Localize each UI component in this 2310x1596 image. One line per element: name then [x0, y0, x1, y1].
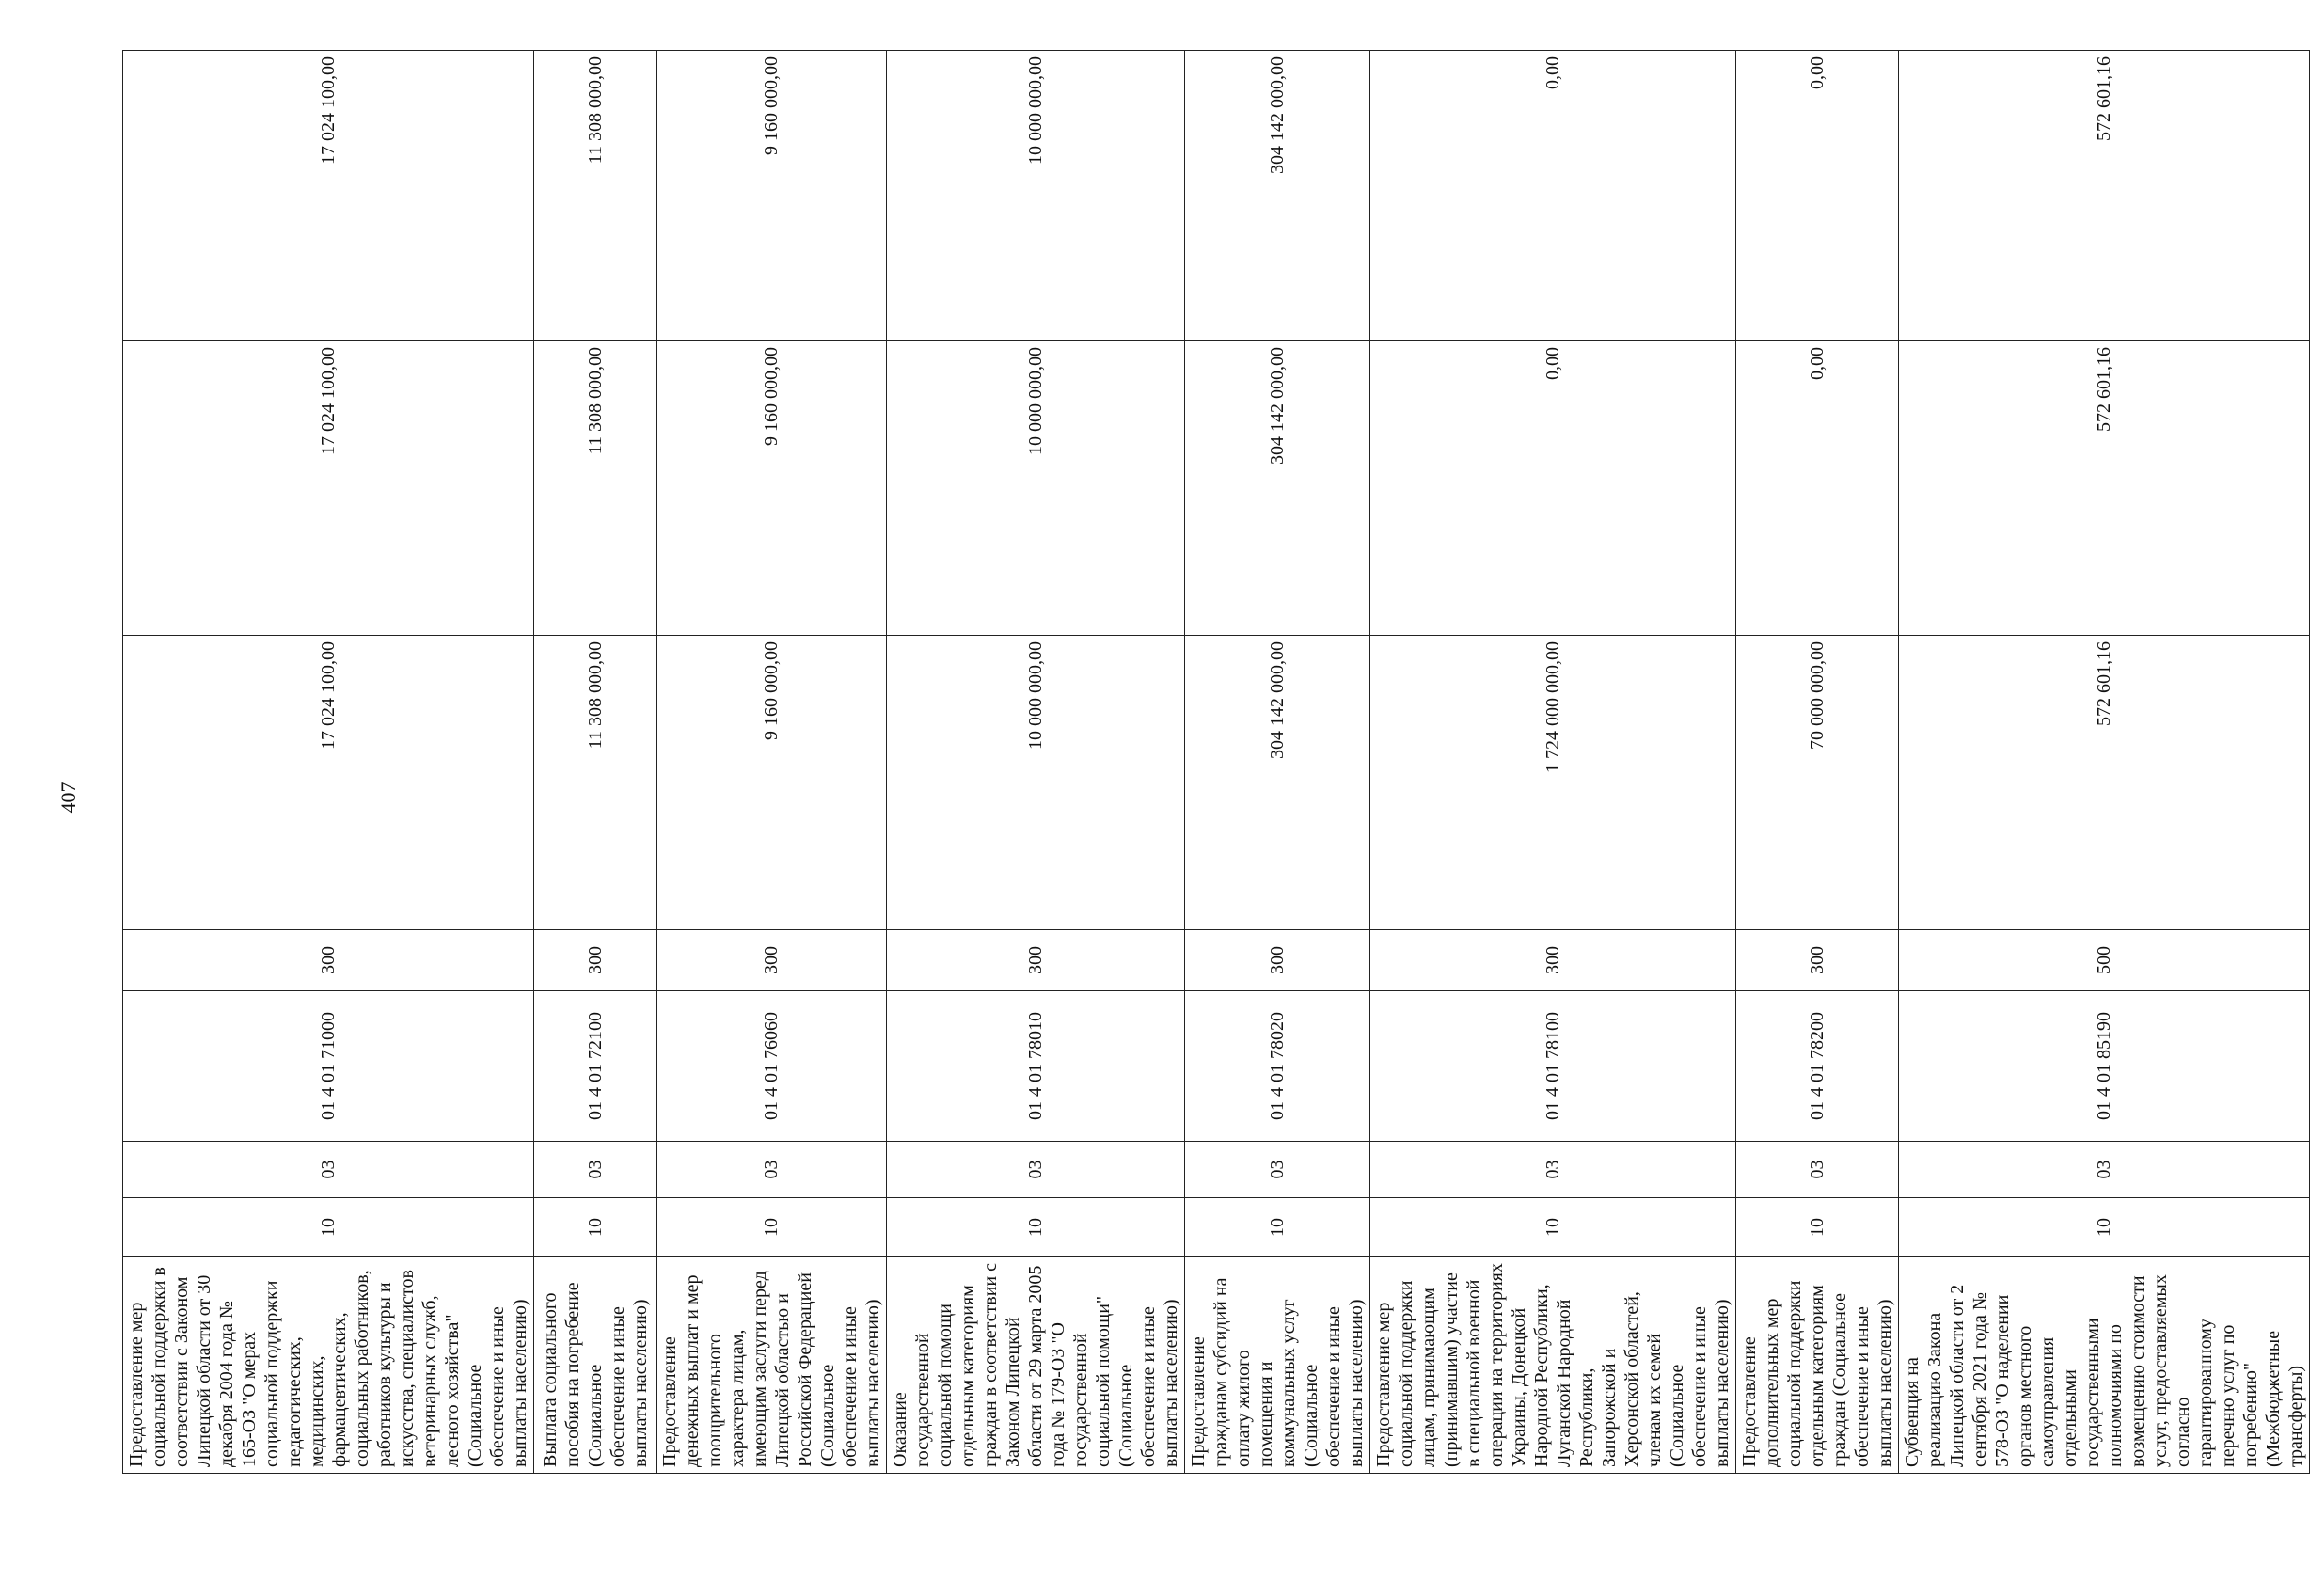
cell-target-article: 01 4 01 85190	[1899, 991, 2310, 1142]
cell-target-article: 01 4 01 78020	[1185, 991, 1370, 1142]
cell-amount-2: 9 160 000,00	[657, 341, 887, 636]
cell-description: Субвенция на реализацию Закона Липецкой области от 2 сентября 2021 года № 578-ОЗ "О наделении органов местного самоуправления отдельными государственными полномочиями по возмещению стоимости услуг, предоставляемых согласно гарантированному перечню услуг по погребению" (Межбюджетные трансферты)	[1899, 1257, 2310, 1474]
table-row	[1736, 51, 1899, 1474]
cell-amount-1: 11 308 000,00	[534, 636, 657, 930]
cell-amount-3: 0,00	[1736, 51, 1899, 341]
cell-description: Предоставление денежных выплат и мер поощрительного характера лицам, имеющим заслуги перед Липецкой областью и Российской Федерацией (Социальное обеспечение и иные выплаты населению)	[657, 1257, 887, 1474]
cell-description: Предоставление мер социальной поддержки лицам, принимающим (принимавшим) участие в специальной военной операции на территориях Украины, Донецкой Народной Республики, Луганской Народной Республики, Запорожской и Херсонской областей, членам их семей (Социальное обеспечение и иные выплаты населению)	[1370, 1257, 1736, 1474]
cell-amount-2: 572 601,16	[1899, 341, 2310, 636]
cell-amount-1: 9 160 000,00	[657, 636, 887, 930]
cell-amount-3: 10 000 000,00	[887, 51, 1185, 341]
cell-target-article: 01 4 01 71000	[123, 991, 534, 1142]
cell-target-article: 01 4 01 78200	[1736, 991, 1899, 1142]
cell-description: Выплата социального пособия на погребение (Социальное обеспечение и иные выплаты населению)	[534, 1257, 657, 1474]
cell-subsection: 03	[657, 1142, 887, 1198]
cell-amount-2: 17 024 100,00	[123, 341, 534, 636]
cell-section: 10	[1736, 1198, 1899, 1257]
cell-expense-type: 300	[887, 930, 1185, 991]
cell-expense-type: 300	[657, 930, 887, 991]
cell-target-article: 01 4 01 78100	[1370, 991, 1736, 1142]
cell-amount-3: 17 024 100,00	[123, 51, 534, 341]
cell-section: 10	[887, 1198, 1185, 1257]
cell-target-article: 01 4 01 76060	[657, 991, 887, 1142]
cell-amount-2: 0,00	[1370, 341, 1736, 636]
cell-amount-3: 11 308 000,00	[534, 51, 657, 341]
table-row	[887, 51, 1185, 1474]
budget-table	[122, 50, 2310, 1474]
cell-amount-2: 0,00	[1736, 341, 1899, 636]
cell-section: 10	[657, 1198, 887, 1257]
cell-subsection: 03	[1370, 1142, 1736, 1198]
cell-description: Предоставление дополнительных мер социальной поддержки отдельным категориям граждан (Социальное обеспечение и иные выплаты населению)	[1736, 1257, 1899, 1474]
table-row	[1899, 51, 2310, 1474]
cell-amount-1: 70 000 000,00	[1736, 636, 1899, 930]
cell-expense-type: 300	[1370, 930, 1736, 991]
table-row	[1185, 51, 1370, 1474]
table-row	[123, 51, 534, 1474]
cell-amount-1: 304 142 000,00	[1185, 636, 1370, 930]
cell-amount-3: 9 160 000,00	[657, 51, 887, 341]
cell-expense-type: 300	[1185, 930, 1370, 991]
cell-subsection: 03	[1736, 1142, 1899, 1198]
cell-description: Оказание государственной социальной помощи отдельным категориям граждан в соответствии с Законом Липецкой области от 29 марта 2005 года № 179-ОЗ "О государственной социальной помощи" (Социальное обеспечение и иные выплаты населению)	[887, 1257, 1185, 1474]
cell-amount-1: 17 024 100,00	[123, 636, 534, 930]
cell-amount-2: 304 142 000,00	[1185, 341, 1370, 636]
rotated-table-frame	[122, 51, 2306, 1474]
cell-subsection: 03	[534, 1142, 657, 1198]
cell-subsection: 03	[1185, 1142, 1370, 1198]
cell-amount-1: 572 601,16	[1899, 636, 2310, 930]
cell-target-article: 01 4 01 72100	[534, 991, 657, 1142]
cell-expense-type: 500	[1899, 930, 2310, 991]
cell-section: 10	[1185, 1198, 1370, 1257]
table-row	[1370, 51, 1736, 1474]
cell-target-article: 01 4 01 78010	[887, 991, 1185, 1142]
cell-amount-3: 572 601,16	[1899, 51, 2310, 341]
cell-subsection: 03	[123, 1142, 534, 1198]
cell-description: Предоставление мер социальной поддержки в соответствии с Законом Липецкой области от 30 декабря 2004 года № 165-ОЗ "О мерах социальной поддержки педагогических, медицинских, фармацевтических, социальных работников, работников культуры и искусства, специалистов ветеринарных служб, лесного хозяйства" (Социальное обеспечение и иные выплаты населению)	[123, 1257, 534, 1474]
cell-amount-3: 0,00	[1370, 51, 1736, 341]
cell-expense-type: 300	[1736, 930, 1899, 991]
table-row	[534, 51, 657, 1474]
cell-amount-3: 304 142 000,00	[1185, 51, 1370, 341]
cell-section: 10	[1370, 1198, 1736, 1257]
cell-expense-type: 300	[123, 930, 534, 991]
cell-subsection: 03	[1899, 1142, 2310, 1198]
cell-amount-2: 10 000 000,00	[887, 341, 1185, 636]
cell-subsection: 03	[887, 1142, 1185, 1198]
cell-section: 10	[123, 1198, 534, 1257]
cell-amount-1: 1 724 000 000,00	[1370, 636, 1736, 930]
cell-description: Предоставление гражданам субсидий на оплату жилого помещения и коммунальных услуг (Социальное обеспечение и иные выплаты населению)	[1185, 1257, 1370, 1474]
cell-amount-1: 10 000 000,00	[887, 636, 1185, 930]
cell-amount-2: 11 308 000,00	[534, 341, 657, 636]
cell-section: 10	[1899, 1198, 2310, 1257]
page-number: 407	[56, 782, 80, 814]
cell-section: 10	[534, 1198, 657, 1257]
cell-expense-type: 300	[534, 930, 657, 991]
table-row	[657, 51, 887, 1474]
